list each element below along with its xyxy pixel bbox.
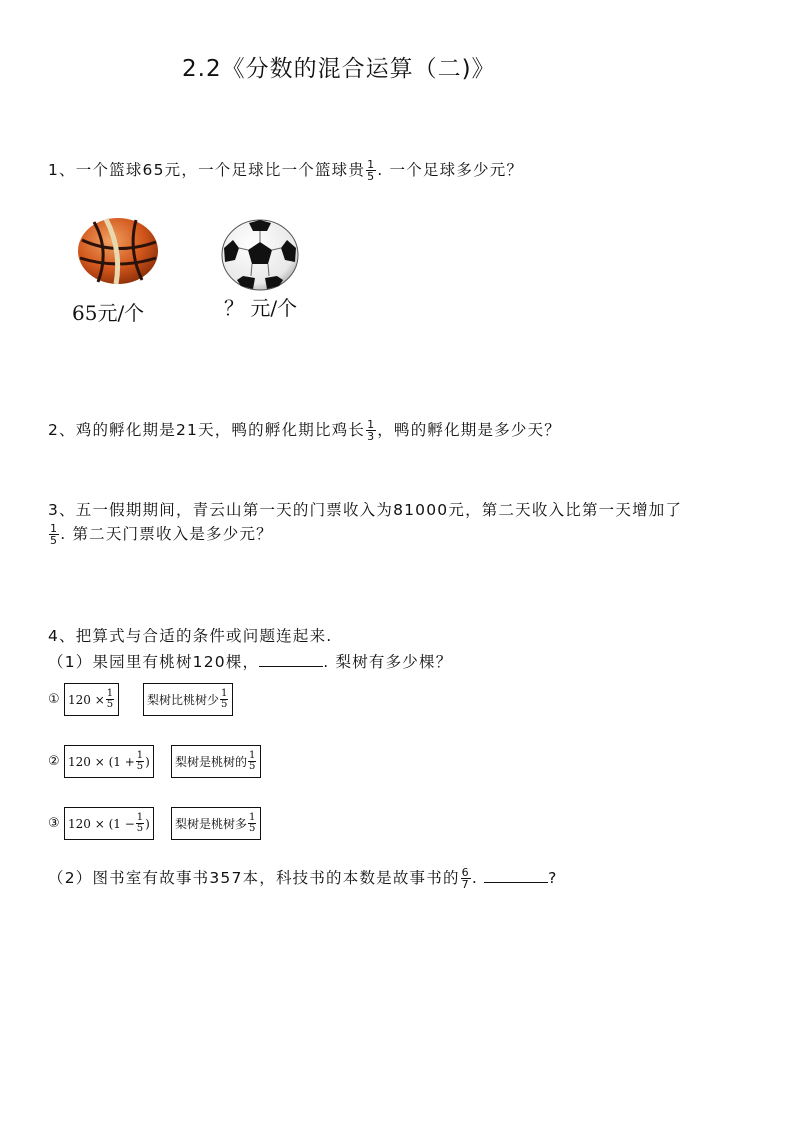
- part-2-text: （2）图书室有故事书357本，科技书的本数是故事书的: [48, 869, 460, 887]
- question-1-text: 1、一个篮球65元，一个足球比一个篮球贵: [48, 161, 366, 179]
- question-4-part-1: [48, 650, 452, 672]
- question-1-fraction: [366, 159, 376, 182]
- answer-blank[interactable]: [259, 654, 323, 667]
- condition-fraction: [220, 689, 228, 710]
- question-2: [48, 418, 561, 442]
- page-title: 2.2《分数的混合运算（二)》: [182, 56, 496, 82]
- condition-text: 梨树是桃树多: [175, 817, 248, 831]
- condition-fraction: [248, 813, 256, 834]
- expression-suffix: ): [145, 754, 150, 769]
- football-icon: [221, 218, 299, 292]
- fraction-numerator: 1: [136, 812, 144, 823]
- answer-blank[interactable]: [484, 870, 548, 883]
- question-2-fraction: [366, 419, 376, 442]
- expression-fraction: [136, 751, 144, 772]
- fraction-numerator: 1: [367, 158, 376, 171]
- fraction-numerator: 1: [106, 688, 114, 699]
- fraction-denominator: 5: [249, 823, 256, 834]
- part-2-text-end: ?: [548, 869, 558, 887]
- expression-fraction: [106, 689, 114, 710]
- question-1: [48, 158, 523, 182]
- part-1-text: （1）果园里有桃树120棵，: [48, 653, 260, 671]
- expression-box-3[interactable]: [64, 807, 154, 840]
- fraction-numerator: 1: [249, 812, 256, 823]
- question-3-fraction: [49, 523, 59, 546]
- expression-box-2[interactable]: [64, 745, 154, 778]
- fraction-denominator: 7: [461, 878, 470, 891]
- condition-text: 梨树是桃树的: [175, 755, 248, 769]
- basketball-icon: [76, 216, 162, 286]
- condition-box-2[interactable]: [171, 745, 261, 778]
- fraction-denominator: 3: [367, 430, 376, 443]
- marker-3: ③: [48, 816, 60, 831]
- question-3-line-1: 3、五一假期期间，青云山第一天的门票收入为81000元，第二天收入比第一天增加了: [48, 501, 683, 519]
- question-1-text-end: . 一个足球多少元？: [377, 161, 524, 179]
- expression-text: 120 ×: [68, 692, 105, 707]
- expression-box-1[interactable]: [64, 683, 119, 716]
- fraction-numerator: 1: [367, 418, 376, 431]
- marker-1: ①: [48, 692, 60, 707]
- question-4-part-2: （2）图书室有故事书357本，科技书的本数是故事书的 $\frac{6}{7}$ . ?: [48, 866, 558, 891]
- fraction-numerator: 1: [50, 522, 59, 535]
- question-2-text: 2、鸡的孵化期是21天，鸭的孵化期比鸡长: [48, 421, 366, 439]
- basketball-price-label: 65元/个: [72, 301, 145, 325]
- fraction-denominator: 5: [221, 699, 228, 710]
- expression-fraction: [136, 813, 144, 834]
- condition-box-1[interactable]: [143, 683, 233, 716]
- fraction-numerator: 6: [461, 866, 470, 879]
- part-2-fraction: [461, 867, 471, 890]
- fraction-numerator: 1: [136, 750, 144, 761]
- fraction-numerator: 1: [249, 750, 256, 761]
- fraction-numerator: 1: [221, 688, 228, 699]
- fraction-denominator: 5: [106, 699, 114, 710]
- marker-2: ②: [48, 754, 60, 769]
- fraction-denominator: 5: [136, 823, 144, 834]
- question-3-line-2: [48, 522, 273, 546]
- expression-text: 120 × (1 +: [68, 754, 135, 769]
- fraction-denominator: 5: [136, 761, 144, 772]
- question-4-heading: 4、把算式与合适的条件或问题连起来.: [48, 627, 333, 645]
- part-1-text-end: . 梨树有多少棵？: [323, 653, 453, 671]
- question-2-text-end: ，鸭的孵化期是多少天？: [377, 421, 561, 439]
- expression-text: 120 × (1 −: [68, 816, 135, 831]
- question-3-text-end: . 第二天门票收入是多少元？: [60, 525, 273, 543]
- football-price-label: ？ 元/个: [224, 296, 298, 320]
- condition-text: 梨树比桃树少: [147, 693, 220, 707]
- fraction-denominator: 5: [367, 170, 376, 183]
- condition-box-3[interactable]: [171, 807, 261, 840]
- condition-fraction: [248, 751, 256, 772]
- fraction-denominator: 5: [249, 761, 256, 772]
- fraction-denominator: 5: [50, 534, 59, 547]
- expression-suffix: ): [145, 816, 150, 831]
